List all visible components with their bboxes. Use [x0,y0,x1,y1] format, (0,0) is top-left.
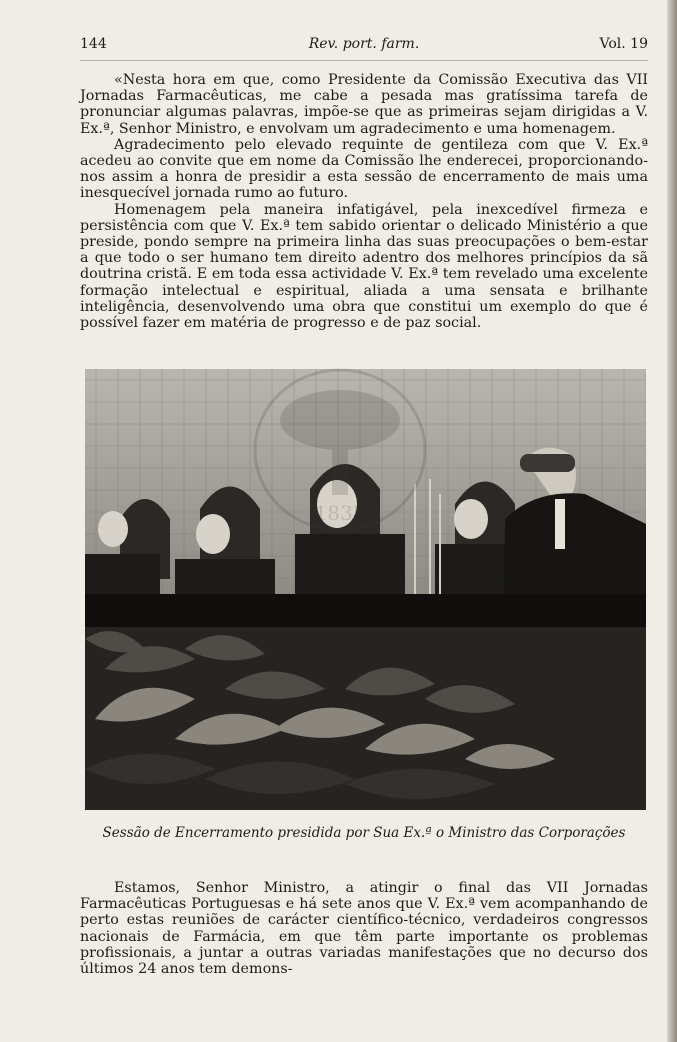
running-header [80,36,648,56]
paragraph: Homenagem pela maneira infatigável, pela inexcedível firmeza e persistência com que V. Ex.ª tem sabido orientar o delicado Ministério a que preside, pondo sempre na primeira linha das suas preocupações o bem-estar a que todo o ser humano tem direito adentro dos melhores princípios da sã doutrina cristã. E em toda essa actividade V. Ex.ª tem revelado uma excelente formação intelectual e espiritual, aliada a uma sensata e brilhante inteligência, desenvolvendo uma obra que constitui um exemplo do que é possível fazer em matéria de progresso e de paz social. [80,201,648,332]
photo-caption: Sessão de Encerramento presidida por Sua Ex.ª o Ministro das Corporações [102,825,626,841]
library-seal-watermark [250,365,430,535]
body-text-bottom [80,880,648,977]
watermark-year: 1835 [314,501,366,525]
volume-label: Vol. 19 [599,36,648,52]
page-number: 144 [80,36,107,52]
header-rule [80,60,648,61]
body-text-top [80,72,648,331]
paragraph: Agradecimento pelo elevado requinte de gentileza com que V. Ex.ª acedeu ao convite que em nome da Comissão lhe enderecei, proporcionando-nos assim a honra de presidir a esta sessão de encerramento de mais uma inesquecível jornada rumo ao futuro. [80,136,648,202]
page-edge [667,0,677,1042]
journal-title: Rev. port. farm. [308,36,420,52]
paragraph: «Nesta hora em que, como Presidente da Comissão Executiva das VII Jornadas Farmacêuticas, me cabe a pesada mas gratíssima tarefa de pronunciar algumas palavras, impõe-se que as primeiras sejam dirigidas a V. Ex.ª, Senhor Ministro, e envolvam um agradecimento e uma homenagem. [80,72,648,137]
paragraph: Estamos, Senhor Ministro, a atingir o final das VII Jornadas Farmacêuticas Portuguesas e há sete anos que V. Ex.ª vem acompanhando de perto estas reuniões de carácter científico-técnico, verdadeiros congressos nacionais de Farmácia, em que têm parte importante os problemas profissionais, a juntar a outras variadas manifestações que no decurso dos últimos 24 anos tem demons- [80,880,648,978]
